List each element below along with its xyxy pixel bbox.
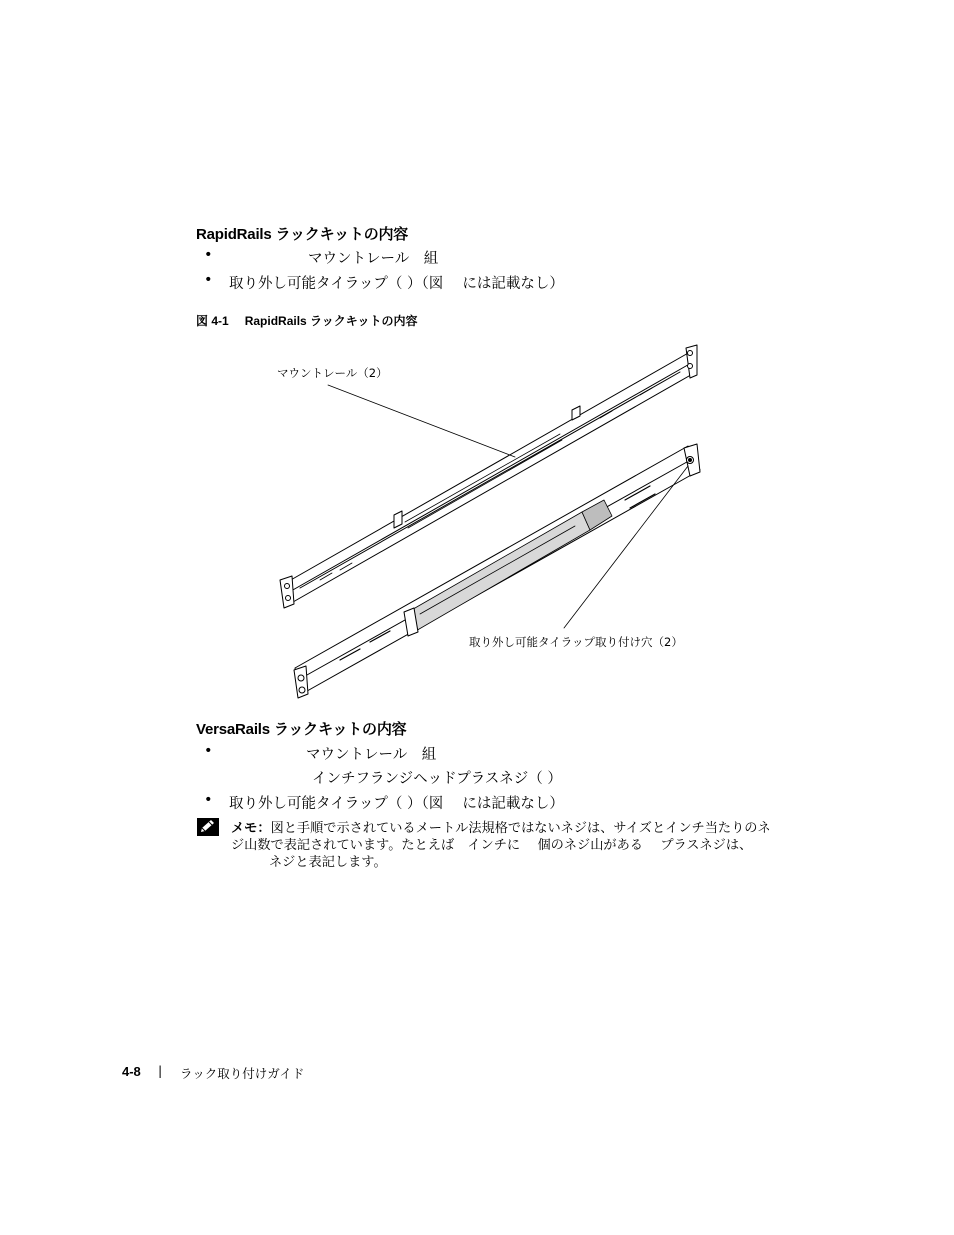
page-number: 4-8 bbox=[122, 1064, 141, 1079]
note-label: メモ： bbox=[231, 821, 271, 836]
callout-tie-wrap-hole: 取り外し可能タイラップ取り付け穴（2） bbox=[469, 635, 683, 649]
leader-line-rail bbox=[328, 385, 515, 457]
rapidrails-item-1: マウントレール 組 bbox=[308, 251, 439, 267]
note-line-2: ジ山数で表記されています。たとえば インチに 個のネジ山がある プラスネジは、 bbox=[231, 838, 753, 853]
figure-caption-label: 図 4-1 bbox=[196, 314, 229, 328]
rails-illustration bbox=[270, 335, 720, 710]
versarails-item-bullet-1: • bbox=[204, 743, 213, 759]
figure-caption-text: RapidRails ラックキットの内容 bbox=[244, 314, 418, 328]
note-text-1: 図と手順で示されているメートル法規格ではないネジは、サイズとインチ当たりのネ bbox=[270, 821, 771, 836]
rapidrails-item-bullet-1: • bbox=[204, 247, 213, 263]
rapidrails-item-2: 取り外し可能タイラップ（ ）（図 には記載なし） bbox=[229, 276, 564, 292]
versarails-item-2: インチフランジヘッドプラスネジ（ ） bbox=[312, 771, 562, 787]
versarails-item-3: 取り外し可能タイラップ（ ）（図 には記載なし） bbox=[229, 796, 564, 812]
figure-caption bbox=[196, 312, 418, 329]
versarails-item-1: マウントレール 組 bbox=[306, 747, 437, 763]
rapidrails-item-bullet-2: • bbox=[204, 272, 213, 288]
note-line-1 bbox=[231, 820, 771, 837]
rapidrails-heading: RapidRails ラックキットの内容 bbox=[196, 226, 409, 243]
footer-separator: | bbox=[158, 1063, 163, 1078]
footer-title: ラック取り付けガイド bbox=[180, 1066, 305, 1081]
note-pencil-icon bbox=[197, 818, 219, 836]
note-line-3: ネジと表記します。 bbox=[269, 855, 387, 870]
versarails-item-bullet-3: • bbox=[204, 792, 213, 808]
callout-mount-rail: マウントレール（2） bbox=[277, 366, 388, 380]
versarails-heading: VersaRails ラックキットの内容 bbox=[196, 721, 407, 738]
